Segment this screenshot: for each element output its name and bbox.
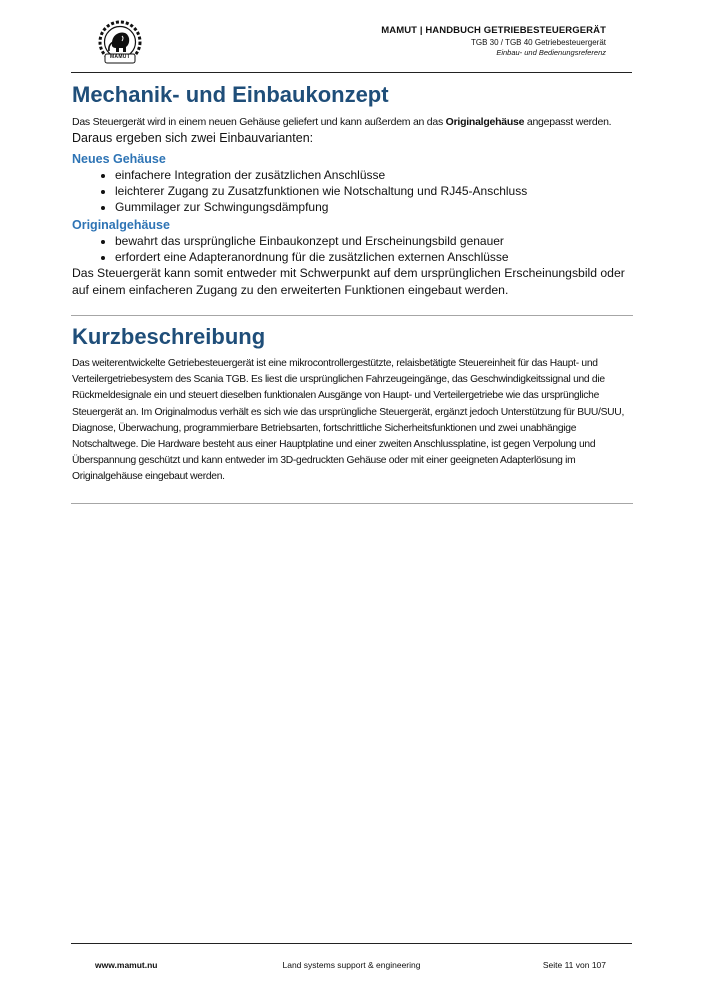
section-divider [71,503,633,504]
intro-bold-text: Originalgehäuse [445,116,525,128]
header-text-block [381,25,606,57]
document-subtitle-secondary: Einbau- und Bedienungsreferenz [496,48,606,57]
list-item: • erfordert eine Adapteranordnung für die zusätzlichen externen Anschlüsse [115,249,632,265]
page-footer [71,943,632,974]
section-heading-kurzbeschreibung: Kurzbeschreibung [72,324,266,349]
page-header [71,18,632,73]
list-item: • einfachere Integration der zusätzlichen Anschlüsse [115,167,632,183]
section-divider [71,315,633,316]
list-item: • bewahrt das ursprüngliche Einbaukonzept und Erscheinungsbild genauer [115,233,632,249]
list-originalgehaeuse [72,233,632,265]
footer-tagline: Land systems support & engineering [282,960,421,970]
subheading-neues-gehaeuse: Neues Gehäuse [72,152,166,166]
description-paragraph: Das weiterentwickelte Getriebesteuergerät ist eine mikrocontrollergestützte, relaisbetätigte Steuereinheit für das Haupt- und Verteilergetriebesystem des Scania TGB. Es liest die ursprünglichen Fahrzeugeingänge, das Geschwindigkeitssignal und die Rückmeldesignale ein und steuert dieselben funktionalen Ausgänge von Haupt- und Verteilergetriebe wie das ursprüngliche Steuergerät an. Im Originalmodus verhält es sich wie das ursprüngliche Steuergerät, ergänzt jedoch Unterstützung für BUU/SUU, Diagnose, Überwachung, programmierbare Betriebsarten, fortschrittliche Sicherheitsfunktionen und zwei unabhängige Notschaltwege. Die Hardware besteht aus einer Hauptplatine und einer zweiten Anschlussplatine, ist gegen Verpolung und Überspannung geschützt und kann entweder im 3D-gedruckten Gehäuse oder mit einer geeigneten Adapterlösung im Originalgehäuse eingebaut werden. [72,358,624,483]
subheading-originalgehaeuse: Originalgehäuse [72,218,170,232]
intro-text: Das Steuergerät wird in einem neuen Gehäuse geliefert und kann außerdem an das [72,116,446,128]
list-neues-gehaeuse [72,167,632,215]
variants-line: Daraus ergeben sich zwei Einbauvarianten: [72,131,314,145]
closing-paragraph: Das Steuergerät kann somit entweder mit Schwerpunkt auf dem ursprünglichen Erscheinungsbild oder auf einem einfacheren Zugang zu den erweiterten Funktionen eingebaut werden. [72,266,625,297]
page-content [72,82,632,504]
footer-website: www.mamut.nu [95,960,158,970]
list-item: • Gummilager zur Schwingungsdämpfung [115,199,632,215]
intro-text-end: angepasst werden. [524,116,612,128]
document-subtitle: TGB 30 / TGB 40 Getriebesteuergerät [470,38,606,47]
logo-text: MAMUT [109,54,131,60]
document-title: MAMUT | HANDBUCH GETRIEBESTEUERGERÄT [381,25,606,36]
intro-paragraph [72,114,632,130]
footer-page-number: Seite 11 von 107 [542,960,606,970]
section-heading-mechanik: Mechanik- und Einbaukonzept [72,82,389,107]
list-item: • leichterer Zugang zu Zusatzfunktionen wie Notschaltung und RJ45-Anschluss [115,183,632,199]
